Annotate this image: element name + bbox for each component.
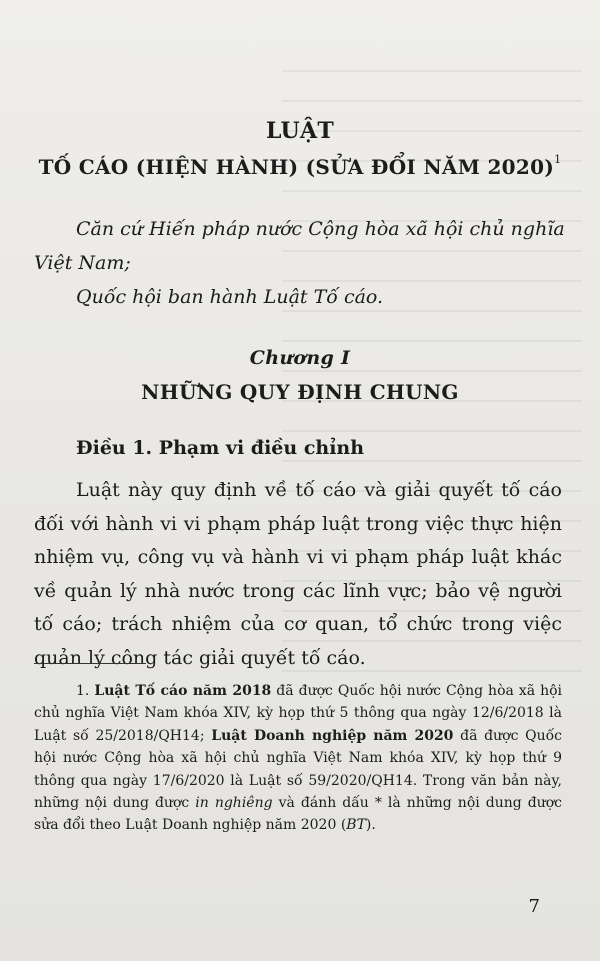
footnote-lead: 1. xyxy=(76,683,95,699)
chapter-number: Chương I xyxy=(249,347,351,369)
footnote-text-4: ). xyxy=(365,817,376,834)
footnote-text-1: đã được Quốc hội nước Cộng hòa xã hội chủ nghĩa Việt Nam khóa XIV, kỳ họp thứ 5 thông qua ngày 12/6/2018 là Luật số 25/2018/QH14; xyxy=(34,683,563,744)
footnote-italic-1: in nghiêng xyxy=(195,795,273,812)
footnote-text-3: và đánh dấu * là những nội dung được sửa đổi theo Luật Doanh nghiệp năm 2020 ( xyxy=(34,795,562,834)
article-body: Luật này quy định về tố cáo và giải quyết tố cáo đối với hành vi vi phạm pháp luật trong việc thực hiện nhiệm vụ, công vụ và hành vi vi phạm pháp luật khác về quản lý nhà nước trong các lĩnh vực; bảo vệ người tố cáo; trách nhiệm của cơ quan, tổ chức trong việc quản lý công tác giải quyết tố cáo. xyxy=(34,479,562,669)
page-number: 7 xyxy=(528,896,540,917)
law-subtitle-text: TỐ CÁO (HIỆN HÀNH) (SỬA ĐỔI NĂM 2020) xyxy=(38,155,555,179)
preamble-line-2: Việt Nam; xyxy=(34,252,131,274)
law-title: LUẬT xyxy=(265,118,335,144)
chapter-title: NHỮNG QUY ĐỊNH CHUNG xyxy=(141,380,459,404)
footnote-bold-2: Luật Doanh nghiệp năm 2020 xyxy=(211,727,454,744)
footnote-bold-1: Luật Tố cáo năm 2018 xyxy=(94,683,272,699)
footnote xyxy=(34,680,562,837)
footnote-divider xyxy=(34,663,146,664)
footnote-italic-2: BT xyxy=(346,817,366,834)
law-subtitle xyxy=(0,155,600,179)
footnote-text-2: đã được Quốc hội nước Cộng hòa xã hội chủ nghĩa Việt Nam khóa XIV, kỳ họp thứ 9 thông qua ngày 17/6/2020 là Luật số 59/2020/QH14. Trong văn bản này, những nội dung được xyxy=(34,727,563,812)
article-heading: Điều 1. Phạm vi điều chỉnh xyxy=(76,437,365,459)
preamble-line-3: Quốc hội ban hành Luật Tố cáo. xyxy=(76,286,384,308)
preamble-line-1: Căn cứ Hiến pháp nước Cộng hòa xã hội chủ nghĩa xyxy=(76,218,565,240)
footnote-marker: 1 xyxy=(554,153,562,166)
